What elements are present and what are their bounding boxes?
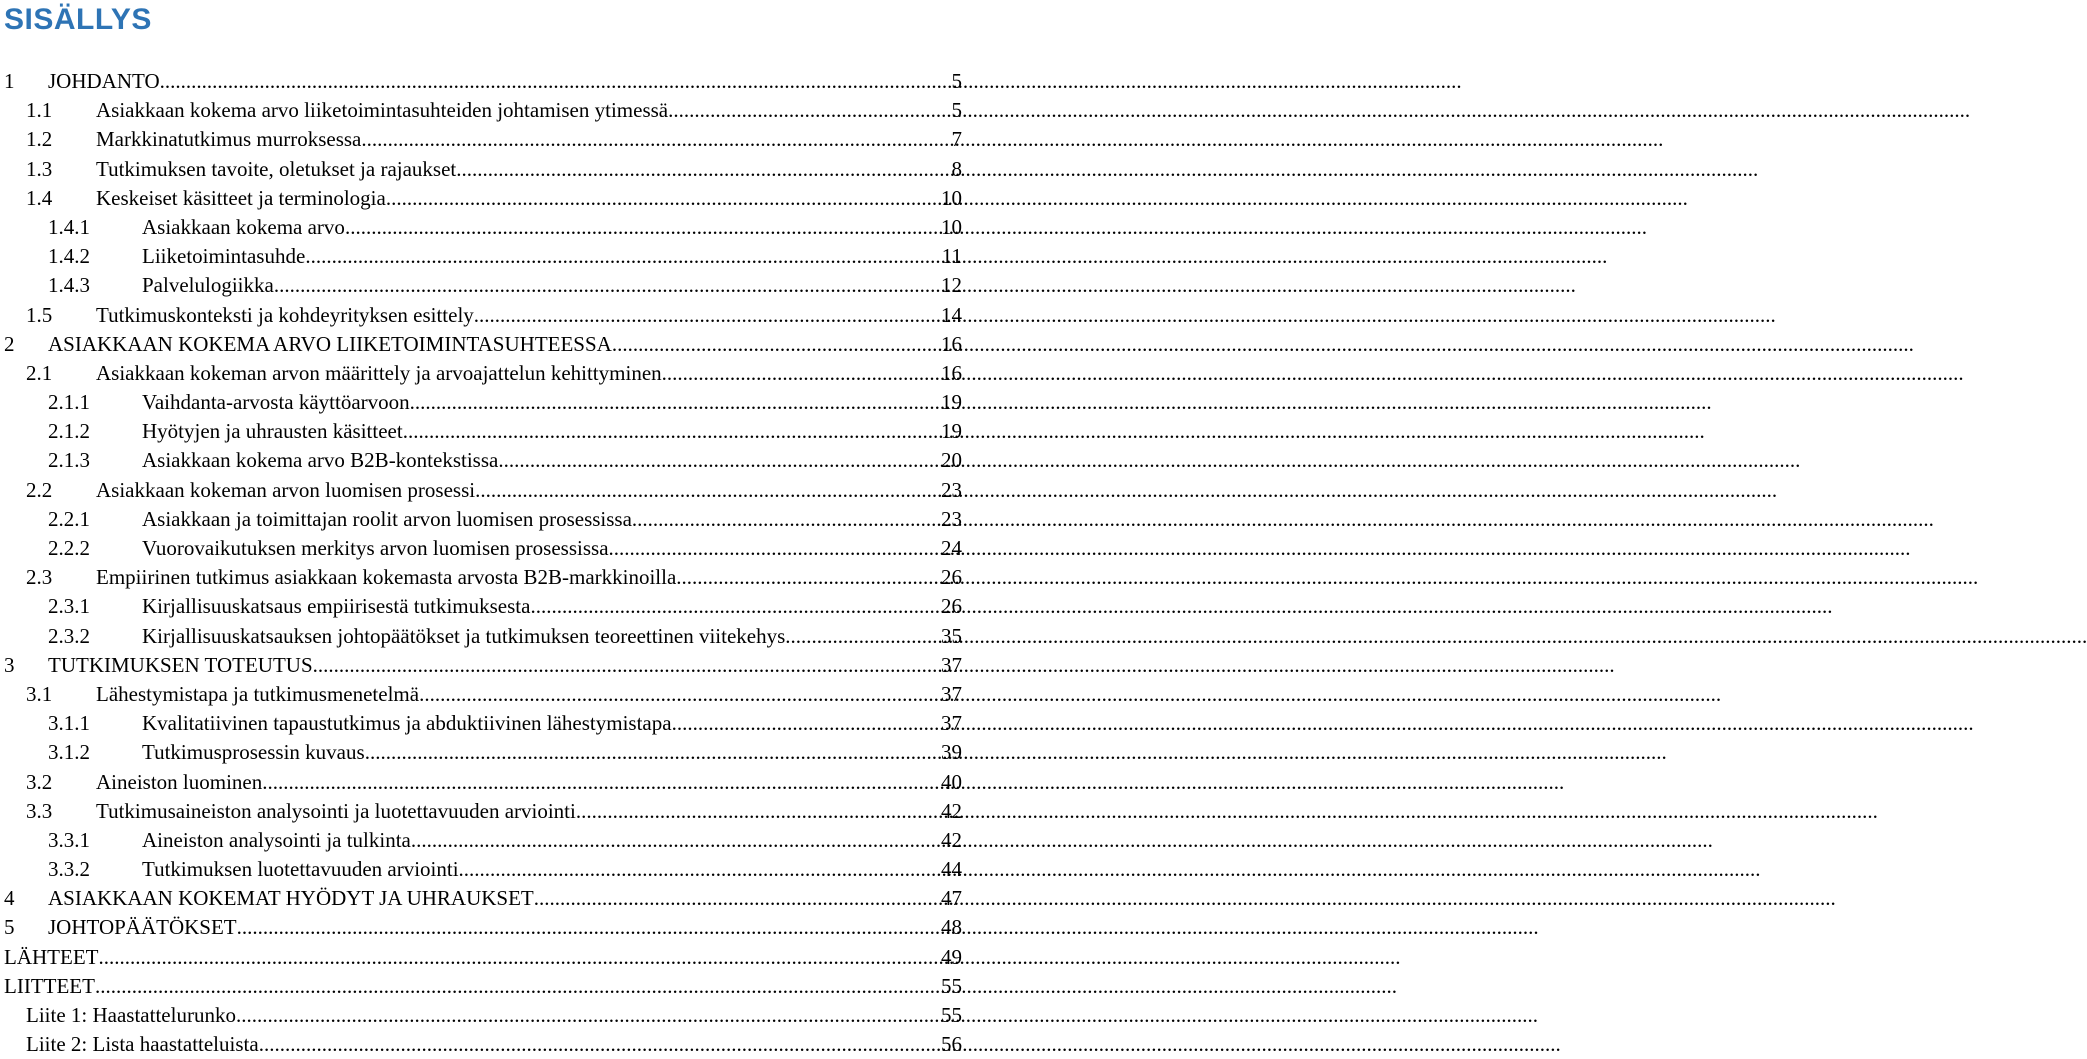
toc-entry-page-number: 49 <box>941 944 962 969</box>
dot-leader <box>237 913 940 942</box>
toc-entry[interactable] <box>4 622 962 651</box>
toc-entry-number: 3.1.1 <box>48 711 90 736</box>
toc-entry[interactable] <box>4 563 962 592</box>
dot-leader <box>411 826 940 855</box>
toc-entry[interactable] <box>4 271 962 300</box>
dot-leader <box>576 797 940 826</box>
toc-entry-number: 1.2 <box>26 127 53 152</box>
toc-entry-number: 1.4 <box>26 185 53 210</box>
toc-entry-title: Palvelulogiikka <box>142 273 274 298</box>
toc-entry-title: Tutkimuksen tavoite, oletukset ja rajaukset <box>96 156 457 181</box>
toc-entry[interactable] <box>4 797 962 826</box>
toc-entry-page-number: 35 <box>941 623 962 648</box>
toc-entry-title: JOHDANTO <box>48 69 160 93</box>
toc-entry-page-number: 26 <box>941 565 962 590</box>
toc-entry-title: LIITTEET <box>4 973 95 998</box>
toc-entry-page-number: 19 <box>941 390 962 415</box>
dot-leader <box>475 476 940 505</box>
toc-entry-title: Liiketoimintasuhde <box>142 244 306 269</box>
toc-entry-number: 1 <box>4 69 15 93</box>
toc-entry[interactable] <box>4 855 962 884</box>
toc-entry-title: ASIAKKAAN KOKEMAT HYÖDYT JA UHRAUKSET <box>48 886 534 911</box>
toc-entry-page-number: 8 <box>951 156 962 181</box>
toc-entry-page-number: 56 <box>941 1032 962 1057</box>
toc-entry-number: 3.1.2 <box>48 740 90 765</box>
toc-entry-title: Asiakkaan kokema arvo <box>142 214 345 239</box>
dot-leader <box>632 505 940 534</box>
toc-entry-number: 2 <box>4 331 15 356</box>
toc-entry[interactable] <box>4 534 962 563</box>
toc-entry[interactable] <box>4 184 962 213</box>
toc-entry-page-number: 19 <box>941 419 962 444</box>
toc-entry-line <box>96 301 962 330</box>
toc-entry[interactable] <box>4 213 962 242</box>
dot-leader <box>305 242 940 271</box>
toc-entry-number: 5 <box>4 915 15 940</box>
toc-entry-page-number: 39 <box>941 740 962 765</box>
toc-entry[interactable] <box>4 738 962 767</box>
toc-entry-page-number: 24 <box>941 536 962 560</box>
toc-entry-title: Liite 2: Lista haastatteluista <box>26 1032 259 1057</box>
toc-entry-number: 3.3.1 <box>48 827 90 852</box>
toc-entry-page-number: 12 <box>941 273 962 298</box>
toc-entry[interactable] <box>4 417 962 446</box>
toc-entry[interactable] <box>4 709 962 738</box>
dot-leader <box>662 359 940 388</box>
toc-entry[interactable] <box>4 330 962 359</box>
toc-entry-title: Asiakkaan ja toimittajan roolit arvon luomisen prosessissa <box>142 506 632 531</box>
dot-leader <box>668 96 950 125</box>
dot-leader <box>474 301 940 330</box>
toc-entry-page-number: 5 <box>951 98 962 123</box>
toc-entry-page-number: 26 <box>941 594 962 619</box>
toc-entry-number: 3.3 <box>26 798 53 823</box>
toc-entry-number: 3.2 <box>26 769 53 794</box>
toc-entry-page-number: 37 <box>941 711 962 736</box>
page-title: SISÄLLYS <box>4 3 152 36</box>
dot-leader <box>361 125 950 154</box>
toc-entry-line <box>26 1001 962 1030</box>
toc-entry-page-number: 23 <box>941 506 962 531</box>
toc-entry-number: 2.1.2 <box>48 419 90 444</box>
dot-leader <box>236 1001 940 1030</box>
toc-entry-page-number: 40 <box>941 769 962 794</box>
toc-entry-title: Kvalitatiivinen tapaustutkimus ja abduktiivinen lähestymistapa <box>142 711 672 736</box>
toc-entry-line <box>142 505 962 534</box>
toc-entry-page-number: 16 <box>941 360 962 385</box>
toc-entry-number: 1.5 <box>26 302 53 327</box>
toc-entry-line <box>96 768 962 797</box>
toc-entry-title: LÄHTEET <box>4 944 99 969</box>
toc-entry[interactable] <box>4 913 962 942</box>
toc-entry[interactable] <box>4 446 962 475</box>
toc-entry-page-number: 14 <box>941 302 962 327</box>
toc-entry-line <box>142 446 962 475</box>
toc-entry-line <box>96 359 962 388</box>
dot-leader <box>785 622 940 651</box>
toc-entry-title: Vaihdanta-arvosta käyttöarvoon <box>142 390 410 415</box>
toc-entry-number: 1.4.3 <box>48 273 90 298</box>
dot-leader <box>530 592 940 621</box>
dot-leader <box>534 884 940 913</box>
toc-entry-page-number: 20 <box>941 448 962 473</box>
toc-entry-line <box>96 96 962 125</box>
toc-entry[interactable] <box>4 592 962 621</box>
toc-entry-title: Kirjallisuuskatsauksen johtopäätökset ja tutkimuksen teoreettinen viitekehys <box>142 623 786 648</box>
dot-leader <box>459 855 940 884</box>
toc-entry-page-number: 7 <box>951 127 962 152</box>
toc-entry-title: Aineiston luominen <box>96 769 263 794</box>
toc-entry-page-number: 42 <box>941 798 962 823</box>
toc-entry-line <box>142 855 962 884</box>
toc-entry-title: Tutkimusprosessin kuvaus <box>142 740 365 765</box>
toc-entry[interactable] <box>4 301 962 330</box>
toc-entry[interactable] <box>4 680 962 709</box>
toc-entry-title: Lähestymistapa ja tutkimusmenetelmä <box>96 681 420 706</box>
toc-entry[interactable] <box>4 1001 962 1030</box>
toc-entry-title: Tutkimuskonteksti ja kohdeyrityksen esittely <box>96 302 474 327</box>
dot-leader <box>345 213 940 242</box>
toc-entry-page-number: 42 <box>941 827 962 852</box>
toc-entry-line <box>96 476 962 505</box>
dot-leader <box>386 184 940 213</box>
toc-entry-title: Asiakkaan kokema arvo liiketoimintasuhteiden johtamisen ytimessä <box>96 98 669 123</box>
toc-entry-title: ASIAKKAAN KOKEMA ARVO LIIKETOIMINTASUHTEESSA <box>48 331 612 356</box>
dot-leader <box>609 534 940 563</box>
toc-entry-page-number: 11 <box>941 244 962 269</box>
toc-entry-line <box>48 884 962 913</box>
toc-entry[interactable] <box>4 651 962 680</box>
dot-leader <box>456 155 950 184</box>
toc-entry-number: 1.3 <box>26 156 53 181</box>
toc-entry-number: 2.2.1 <box>48 506 90 531</box>
toc-entry-line <box>48 913 962 942</box>
toc-entry-line <box>142 213 962 242</box>
toc-entry-title: Asiakkaan kokeman arvon määrittely ja arvoajattelun kehittyminen <box>96 360 662 385</box>
toc-entry[interactable] <box>4 67 962 96</box>
toc-entry-title: Asiakkaan kokema arvo B2B-kontekstissa <box>142 448 499 473</box>
dot-leader <box>313 651 940 680</box>
toc-entry-page-number: 55 <box>941 1003 962 1027</box>
toc-entry-title: Vuorovaikutuksen merkitys arvon luomisen prosessissa <box>142 536 609 560</box>
dot-leader <box>676 563 940 592</box>
toc-entry[interactable] <box>4 768 962 797</box>
toc-entry-line <box>142 242 962 271</box>
toc-entry-number: 1.1 <box>26 98 53 123</box>
toc-entry-title: Kirjallisuuskatsaus empiirisestä tutkimuksesta <box>142 594 531 619</box>
toc-entry-line <box>4 943 962 972</box>
toc-entry-line <box>26 1030 962 1059</box>
toc-entry-line <box>142 592 962 621</box>
toc-entry-number: 2.1.3 <box>48 448 90 473</box>
dot-leader <box>262 768 940 797</box>
toc-entry-number: 3.3.2 <box>48 857 90 882</box>
toc-entry-line <box>4 972 962 1001</box>
toc-entry-line <box>96 797 962 826</box>
toc-entry-line <box>142 417 962 446</box>
toc-entry-number: 2.1 <box>26 360 53 385</box>
toc-entry-title: Markkinatutkimus murroksessa <box>96 127 362 152</box>
dot-leader <box>259 1030 940 1059</box>
toc-entry-number: 2.2 <box>26 477 53 502</box>
toc-entry-page-number: 5 <box>951 69 962 93</box>
toc-entry-page-number: 55 <box>941 973 962 998</box>
toc-entry-line <box>142 709 962 738</box>
toc-entry-title: Liite 1: Haastattelurunko <box>26 1003 236 1027</box>
toc-entry-title: Tutkimuksen luotettavuuden arviointi <box>142 857 459 882</box>
toc-entry-line <box>142 534 962 563</box>
toc-entry-number: 3 <box>4 652 15 677</box>
toc-entry[interactable] <box>4 505 962 534</box>
toc-entry-page-number: 10 <box>941 214 962 239</box>
dot-leader <box>498 446 940 475</box>
dot-leader <box>672 709 940 738</box>
toc-entry[interactable] <box>4 943 962 972</box>
toc-entry-line <box>96 563 962 592</box>
toc-entry-title: Empiirinen tutkimus asiakkaan kokemasta arvosta B2B-markkinoilla <box>96 565 677 590</box>
toc-entry[interactable] <box>4 1030 962 1059</box>
dot-leader <box>160 67 951 96</box>
toc-entry-title: Aineiston analysointi ja tulkinta <box>142 827 411 852</box>
toc-entry-title: Hyötyjen ja uhrausten käsitteet <box>142 419 403 444</box>
toc-entry-line <box>142 826 962 855</box>
toc-entry[interactable] <box>4 125 962 154</box>
toc-entry-number: 4 <box>4 886 15 911</box>
toc-entry-page-number: 48 <box>941 915 962 940</box>
toc-entry-number: 1.4.2 <box>48 244 90 269</box>
dot-leader <box>612 330 940 359</box>
toc-entry-number: 2.2.2 <box>48 536 90 560</box>
dot-leader <box>274 271 940 300</box>
toc-entry[interactable] <box>4 359 962 388</box>
toc-entry-number: 2.3.1 <box>48 594 90 619</box>
toc-entry-page-number: 16 <box>941 331 962 356</box>
toc-entry[interactable] <box>4 96 962 125</box>
toc-entry-title: Asiakkaan kokeman arvon luomisen prosessi <box>96 477 476 502</box>
toc-entry[interactable] <box>4 826 962 855</box>
toc-entry-line <box>142 271 962 300</box>
toc-entry-page-number: 37 <box>941 652 962 677</box>
toc-entry-line <box>96 184 962 213</box>
toc-entry-page-number: 37 <box>941 681 962 706</box>
toc-entry-page-number: 10 <box>941 185 962 210</box>
toc-entry-page-number: 47 <box>941 886 962 911</box>
toc-entry-line <box>96 680 962 709</box>
toc-entry-number: 1.4.1 <box>48 214 90 239</box>
toc-entry-line <box>48 330 962 359</box>
toc-entry-line <box>96 155 962 184</box>
dot-leader <box>403 417 940 446</box>
toc-entry[interactable] <box>4 476 962 505</box>
dot-leader <box>365 738 940 767</box>
toc-entry-page-number: 23 <box>941 477 962 502</box>
toc-entry-line <box>96 125 962 154</box>
toc-entry-number: 3.1 <box>26 681 53 706</box>
toc-entry-title: Tutkimusaineiston analysointi ja luotettavuuden arviointi <box>96 798 576 823</box>
toc-entry[interactable] <box>4 155 962 184</box>
toc-entry[interactable] <box>4 242 962 271</box>
dot-leader <box>98 943 940 972</box>
toc-entry-page-number: 44 <box>941 857 962 882</box>
dot-leader <box>410 388 940 417</box>
dot-leader <box>419 680 940 709</box>
toc-entry-line <box>48 67 962 96</box>
toc-entry-line <box>142 622 962 651</box>
toc-entry[interactable] <box>4 388 962 417</box>
toc-entry-number: 2.3 <box>26 565 53 590</box>
table-of-contents <box>4 67 962 1059</box>
toc-entry[interactable] <box>4 884 962 913</box>
toc-entry-number: 2.3.2 <box>48 623 90 648</box>
toc-entry-number: 2.1.1 <box>48 390 90 415</box>
dot-leader <box>95 972 940 1001</box>
toc-entry[interactable] <box>4 972 962 1001</box>
toc-entry-title: JOHTOPÄÄTÖKSET <box>48 915 237 940</box>
toc-entry-line <box>142 738 962 767</box>
toc-entry-title: TUTKIMUKSEN TOTEUTUS <box>48 652 313 677</box>
toc-entry-line <box>48 651 962 680</box>
toc-entry-title: Keskeiset käsitteet ja terminologia <box>96 185 386 210</box>
toc-entry-line <box>142 388 962 417</box>
